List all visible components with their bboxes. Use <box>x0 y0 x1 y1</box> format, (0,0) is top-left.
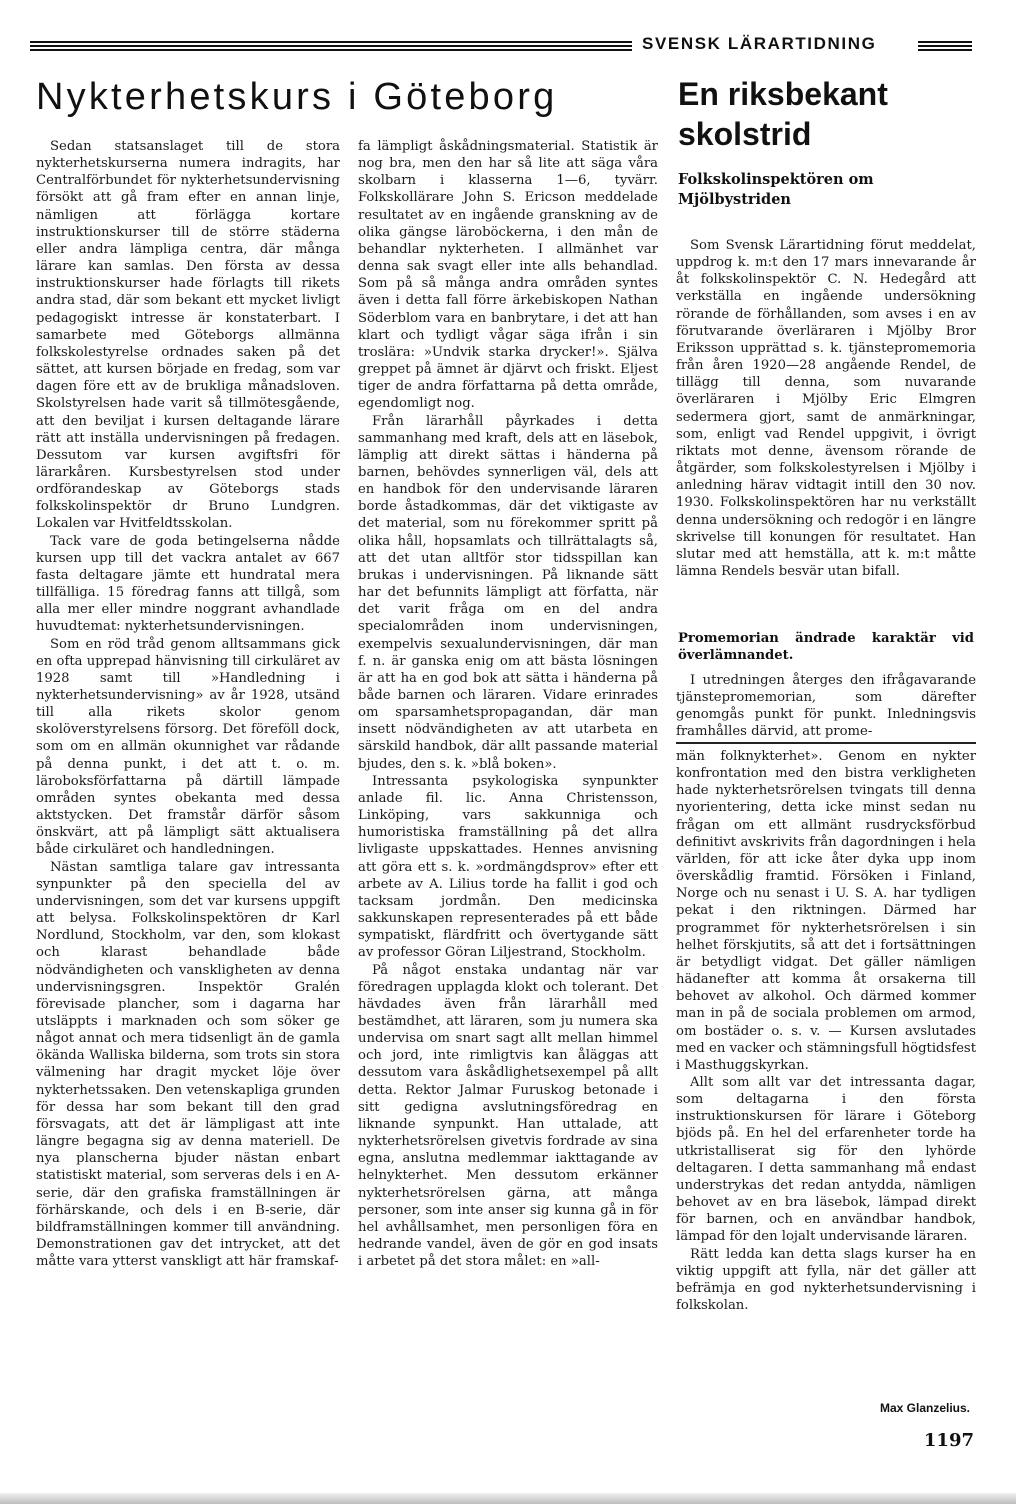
paragraph: Sedan statsanslaget till de stora nykterhetskurserna numera indragits, har Centralförbundet för nykterhetsundervisning försökt att gå fram efter en annan linje, nämligen att förlägga kortare instruktionskurser till de större städerna eller andra lämpliga centra, där många lärare kan samlas. Den första av dessa instruktionskurser hade förlagts till rikets andra stad, där som bekant ett mycket livligt pedagogiskt intresse är konstaterbart. I samarbete med Göteborgs allmänna folkskolestyrelse ordnades saken på det sättet, att kursen började en fredag, som var dagen före ett av de brukliga månadsloven. Skolstyrelsen hade varit så tillmötesgående, att den beviljat i kursen deltagande lärare rätt att inställa undervisningen på fredagen. Dessutom var kursen avgiftsfri för lärarkåren. Kursbestyrelsen stod under ordförandeskap av Göteborgs stads folkskolinspektör dr Bruno Lundgren. Lokalen var Hvitfeldtsskolan. <box>36 139 340 532</box>
paragraph: Nästan samtliga talare gav intressanta synpunkter på den speciella del av undervisningen, som det var kursens uppgift att belysa. Folkskolinspektören dr Karl Nordlund, Stockholm, var den, som klokast och klarast behandlade både nödvändigheten och vanskligheten av denna undervisningsgren. Inspektör Gralén förevisade plancher, som i dagarna har utsläppts i marknaden och som söker ge något annat och mera tidsenligt än de gamla ökända Walliska bilderna, som trots sin stora välmening har dragit mycket löje över nykterhetssaken. Den vetenskapliga grunden för dessa har som bekant till den grad försvagats, att det är lämpligast att inte längre begagna sig av denna materiell. De nya planscherna bjuder nästan enbart statistiskt material, som serveras dels i en A-serie, där den grafiska framställningen är förhärskande, och dels i en B-serie, där bildframställningen kommer till användning. Demonstrationen gav det intrycket, att det måtte vara ytterst vanskligt att här framskaf- <box>36 859 340 1270</box>
sidebar-subtitle: Folkskolinspektören om Mjölbystriden <box>678 171 874 208</box>
paragraph: Intressanta psykologiska synpunkter anlade fil. lic. Anna Christensson, Linköping, vars sakkunniga och humoristiska framställning på det allra livligaste uppskattades. Hennes anvisning att göra ett s. k. »ordmängdsprov» efter ett arbete av A. Lilius torde ha fallit i god och tacksam jordmån. Den medicinska sakkunskapen representerades på ett både sympatiskt, flärdfritt och övertygande sätt av professor Göran Liljestrand, Stockholm. <box>358 773 658 961</box>
article-column-3 <box>676 748 976 1314</box>
page-number: 1197 <box>923 1430 974 1451</box>
paragraph: Som Svensk Lärartidning förut meddelat, uppdrog k. m:t den 17 mars innevarande år åt folkskolinspektör C. N. Hedegård att verkställa en ingående undersökning rörande de förhållanden, som avses i en av förutvarande överläraren i Mjölby Bror Eriksson upprättad s. k. tjänstepromemoria från åren 1920—28 angående Rendel, de tillägg till denna, som nuvarande överläraren i Mjölby Eric Elmgren sedermera gjort, samt de anmärkningar, som, enligt vad Rendel uppgivit, i övrigt riktats mot denne, ävensom rörande de åtgärder, som folkskolestyrelsen i Mjölby i anledning härav vidtagit intill den 30 nov. 1930. Folkskolinspektören har nu verkställt denna undersökning och redogör i en längre skrivelse till konungen för resultatet. Han slutar med att hemställa, att k. m:t måtte lämna Rendels besvär utan bifall. <box>676 238 976 579</box>
article-column-1 <box>36 138 340 1270</box>
article-column-2 <box>358 138 658 1270</box>
paragraph-continued: fa lämpligt åskådningsmaterial. Statistik är nog bra, men den har så lite att säga våra skolbarn i klasserna 1—6, tyvärr. Folkskollärare John S. Ericson meddelade resultatet av en ingående granskning av de olika gängse läroböckerna, i den mån de behandlar nykterheten. I allmänhet var denna sak svagt eller inte alls behandlad. Som på så många andra områden syntes även i detta fall förre ärkebiskopen Nathan Söderblom vara en banbrytare, i det att han klart och tydligt vågar säga ifrån i sin troslära: »Undvik starka drycker!». Själva greppet på ämnet är djärvt och friskt. Eljest tiger de andra författarna på detta område, egendomligt nog. <box>358 139 658 412</box>
sidebar-title: En riksbekant skolstrid <box>678 76 888 152</box>
publication-title: SVENSK LÄRARTIDNING <box>642 34 877 53</box>
paragraph: I utredningen återges den ifrågavarande tjänstepromemorian, som därefter genomgås punkt för punkt. Inledningsvis framhålles därvid, att prome- <box>676 673 976 740</box>
sidebar-subheading: Promemorian ändrade karaktär vid överlämnandet. <box>678 631 974 663</box>
paragraph: Från lärarhåll påyrkades i detta sammanhang med kraft, dels att en läsebok, lämplig att direkt sättas i händerna på barnen, behövdes synnerligen väl, dels att en handbok för den undervisande läraren borde åstadkommas, där det viktigaste av det material, som nu förekommer spritt på olika håll, hopsamlats och tillrättalagts så, att det utan alltför stor tidsspillan kan brukas i undervisningen. På liknande sätt har det befunnits lämpligt att författa, när det varit fråga om en del andra specialområden inom undervisningen, exempelvis sexualundervisningen, där man f. n. är ganska enig om att bästa lösningen är att ha en god bok att sätta i händerna på både barnen och läraren. Vidare erinrades om sparsamhetspropagandan, där man insett nödvändigheten av att utarbeta en särskild handbok, där allt passande material bjudes, den s. k. »blå boken». <box>358 413 658 772</box>
paragraph: Tack vare de goda betingelserna nådde kursen upp till det vackra antalet av 667 fasta deltagare jämte ett hundratal mera tillfälliga. 15 föredrag fanns att tillgå, som alla mer eller mindre noggrant avhandlade huvudtemat: nykterhetsundervisningen. <box>36 533 340 635</box>
masthead <box>30 34 972 58</box>
masthead-rule-left <box>30 41 632 51</box>
masthead-rule-right <box>918 41 972 51</box>
article-headline: Nykterhetskurs i Göteborg <box>36 76 558 118</box>
author-signature: Max Glanzelius. <box>879 1401 970 1415</box>
paragraph: På något enstaka undantag när var föredragen upplagda klokt och tolerant. Det hävdades även från lärarhåll med bestämdhet, att läraren, som ju numera ska undervisa om snart sagt allt mellan himmel och jord, inte rimligtvis kan åläggas att dessutom vara åskådlighetsexempel på allt detta. Rektor Jalmar Furuskog betonade i sitt gedigna avslutningsföredrag en liknande synpunkt. Han uttalade, att nykterhetsrörelsen givetvis fordrade av sina egna, anslutna medlemmar iakttagande av helnykterhet. Men dessutom erkänner nykterhetsrörelsen gärna, att många personer, som inte anser sig kunna gå in för hel avhållsamhet, men personligen föra en hedrande vandel, även de gör en god insats i arbetet på det stora målet: en »all- <box>358 962 658 1270</box>
page-bottom-edge <box>0 1493 1016 1504</box>
sidebar-body-continued <box>676 672 976 741</box>
sidebar-body <box>676 237 976 580</box>
paragraph: Rätt ledda kan detta slags kurser ha en viktig uppgift att fylla, när det gäller att befrämja en god nykterhetsundervisning i folkskolan. <box>676 1246 976 1313</box>
paragraph-continued: män folknykterhet». Genom en nykter konfrontation med den bistra verkligheten hade nykterhetsrörelsen tvingats till denna nyorientering, detta icke minst sedan nu frågan om ett allmänt rusdrycksförbud definitivt avskrivits från dagordningen i hela världen, för att icke åter dyka upp inom överskådlig framtid. Försöken i Finland, Norge och nu senast i U. S. A. har tydligen pekat i den riktningen. Därmed har programmet för nykterhetsrörelsen i sin helhet förskjutits, så att det i fortsättningen är betydligt vidgat. Det gäller nämligen hädanefter att komma åt orsakerna till behovet av alkohol. Och därmed kommer man in på de sociala problemen om armod, om bostäder o. s. v. — Kursen avslutades med en vacker och stämningsfull högtidsfest i Masthuggskyrkan. <box>676 749 976 1073</box>
paragraph: Som en röd tråd genom alltsammans gick en ofta upprepad hänvisning till cirkuläret av 1928 samt till »Handledning i nykterhetsundervisning» av år 1928, utsänd till alla rikets skolor genom skolöverstyrelsens försorg. Det föreföll dock, som om en allmän okunnighet var rådande på denna punkt, i det att t. o. m. läroboksförfattarna på därtill lämpade områden syntes obekanta med dessa aktstycken. Det framstår därför såsom önskvärt, att på lämpligt sätt aktualisera både cirkuläret och handledningen. <box>36 636 340 858</box>
paragraph: Allt som allt var det intressanta dagar, som deltagarna i den första instruktionskursen för lärare i Göteborg bjöds på. En hel del erfarenheter torde ha utkristalliserat sig för den lyhörde deltagaren. I detta sammanhang må endast understrykas det redan antydda, nämligen behovet av en bra läsebok, lämpad direkt för barnen, och en användbar handbok, lämpad för den lojalt undervisande läraren. <box>676 1074 976 1245</box>
sidebar-divider <box>676 742 976 744</box>
